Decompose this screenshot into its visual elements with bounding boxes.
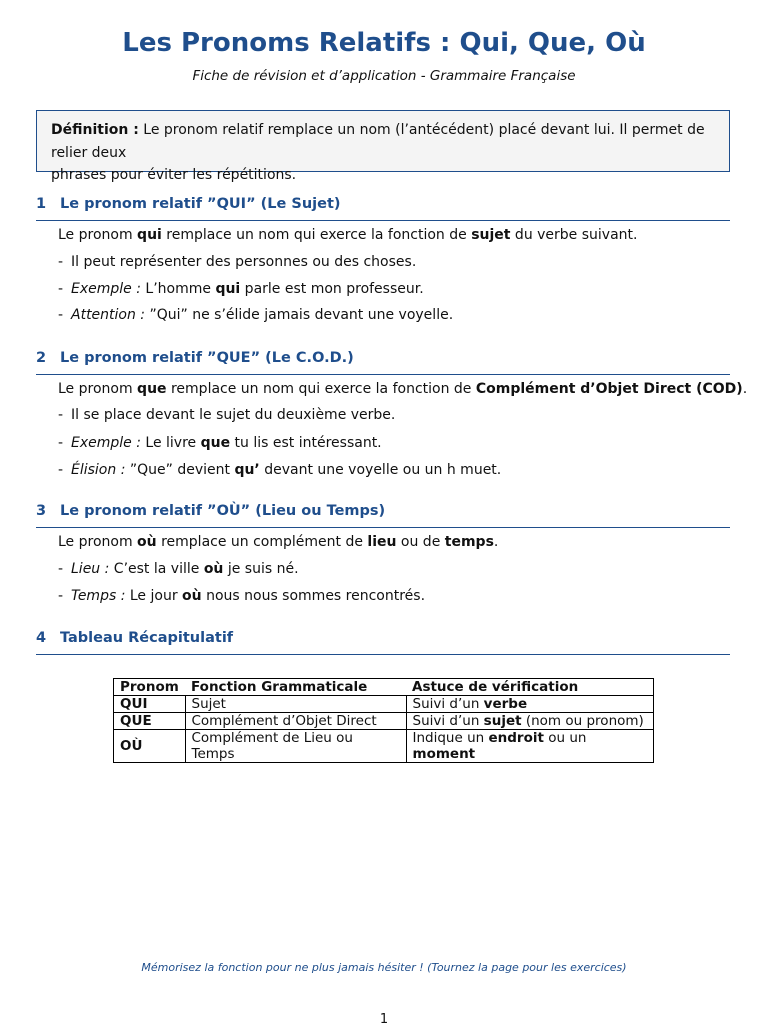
astuce-text: ou un	[543, 730, 587, 746]
table-row	[114, 730, 654, 763]
table-cell-pronom	[114, 730, 186, 763]
intro-text: .	[493, 534, 499, 550]
intro-text: Le pronom	[58, 227, 138, 243]
table-cell-fonction: Sujet	[185, 696, 406, 713]
section-title: Le pronom relatif ”QUI” (Le Sujet)	[60, 196, 341, 212]
list-dash: -	[58, 281, 64, 297]
intro-text: remplace un complément de	[156, 534, 368, 550]
section-title: Le pronom relatif ”OÙ” (Lieu ou Temps)	[60, 503, 386, 519]
list-item-text: C’est la ville	[109, 561, 204, 577]
table-row	[114, 696, 654, 713]
page-number: 1	[379, 1012, 389, 1027]
table-row	[114, 713, 654, 730]
intro-text: Le pronom	[58, 381, 138, 397]
intro-bold: que	[137, 381, 167, 397]
list-item-bold: que	[200, 435, 231, 451]
list-dash: -	[58, 407, 64, 423]
intro-text: .	[742, 381, 748, 397]
table-cell-astuce	[406, 696, 654, 713]
page-subtitle: Fiche de révision et d’application - Grammaire Française	[192, 68, 576, 84]
list-item-text: L’homme	[140, 281, 216, 297]
list-item-text: Le livre	[140, 435, 201, 451]
table-cell-fonction: Complément d’Objet Direct	[185, 713, 406, 730]
section-heading-que	[36, 350, 730, 375]
pronom-text: OÙ	[120, 738, 143, 754]
table-cell-fonction: Complément de Lieu ou Temps	[185, 730, 406, 763]
section-title: Le pronom relatif ”QUE” (Le C.O.D.)	[60, 350, 354, 366]
list-item-bold: où	[182, 588, 202, 604]
recap-table	[113, 678, 654, 763]
list-item-label: Élision :	[71, 462, 126, 478]
list-item-text: je suis né.	[223, 561, 299, 577]
intro-text: Le pronom	[58, 534, 138, 550]
astuce-text: Indique un	[412, 730, 489, 746]
list-item	[58, 588, 425, 604]
list-item-label: Lieu :	[71, 561, 110, 577]
section-intro-ou	[58, 534, 498, 550]
list-item-text: ”Qui” ne s’élide jamais devant une voyelle.	[145, 307, 454, 323]
list-item-label: Exemple :	[71, 281, 141, 297]
intro-text: du verbe suivant.	[510, 227, 638, 243]
list-item-text: Il se place devant le sujet du deuxième verbe.	[71, 407, 396, 423]
list-item-text: nous nous sommes rencontrés.	[201, 588, 426, 604]
intro-bold: où	[137, 534, 157, 550]
table-cell-astuce	[406, 713, 654, 730]
list-item-text: devant une voyelle ou un h muet.	[259, 462, 502, 478]
section-heading-tableau	[36, 630, 730, 655]
list-dash: -	[58, 462, 64, 478]
list-item	[58, 307, 453, 323]
list-item	[58, 407, 395, 423]
list-dash: -	[58, 307, 64, 323]
list-item-bold: qu’	[234, 462, 260, 478]
definition-text-line1: Le pronom relatif remplace un nom (l’antécédent) placé devant lui. Il permet de relier deux	[51, 122, 705, 161]
intro-text: remplace un nom qui exerce la fonction de	[166, 381, 476, 397]
list-item-text: Le jour	[125, 588, 183, 604]
section-number: 3	[36, 503, 47, 519]
section-title: Tableau Récapitulatif	[60, 630, 234, 646]
list-item-bold: où	[203, 561, 224, 577]
table-cell-astuce	[406, 730, 654, 763]
section-number: 4	[36, 630, 47, 646]
table-cell-pronom	[114, 696, 186, 713]
list-dash: -	[58, 588, 64, 604]
intro-text: remplace un nom qui exerce la fonction de	[161, 227, 472, 243]
astuce-bold: sujet	[483, 713, 522, 729]
list-item-label: Temps :	[71, 588, 126, 604]
table-header-cell: Astuce de vérification	[406, 679, 654, 696]
list-item	[58, 462, 501, 478]
section-number: 2	[36, 350, 47, 366]
astuce-bold: moment	[412, 746, 476, 762]
astuce-bold: endroit	[488, 730, 544, 746]
definition-box	[36, 110, 730, 183]
definition-text-line2: phrases pour éviter les répétitions.	[51, 167, 297, 183]
table-header-cell: Fonction Grammaticale	[185, 679, 406, 696]
section-heading-ou	[36, 503, 730, 528]
pronom-text: QUE	[120, 713, 152, 729]
table-header-cell: Pronom	[114, 679, 186, 696]
section-number: 1	[36, 196, 47, 212]
list-item	[58, 561, 299, 577]
intro-text: ou de	[396, 534, 445, 550]
list-item	[58, 435, 382, 451]
list-dash: -	[58, 561, 64, 577]
list-item-text: parle est mon professeur.	[240, 281, 424, 297]
astuce-text: Suivi d’un	[412, 713, 484, 729]
definition-label: Définition :	[51, 122, 139, 138]
intro-bold: temps	[444, 534, 494, 550]
list-dash: -	[58, 254, 64, 270]
list-item	[58, 281, 424, 297]
section-intro-que	[58, 381, 747, 397]
section-intro-qui	[58, 227, 637, 243]
list-item	[58, 254, 416, 270]
footer-note: Mémorisez la fonction pour ne plus jamais hésiter ! (Tournez la page pour les exercices)	[141, 961, 627, 974]
astuce-text: Suivi d’un	[412, 696, 484, 712]
table-cell-pronom	[114, 713, 186, 730]
list-item-bold: qui	[215, 281, 241, 297]
list-item-label: Attention :	[71, 307, 146, 323]
list-dash: -	[58, 435, 64, 451]
list-item-text: Il peut représenter des personnes ou des choses.	[71, 254, 417, 270]
pronom-text: QUI	[120, 696, 148, 712]
astuce-bold: verbe	[483, 696, 528, 712]
astuce-text: (nom ou pronom)	[521, 713, 644, 729]
section-heading-qui	[36, 196, 730, 221]
list-item-text: ”Que” devient	[125, 462, 235, 478]
page-title: Les Pronoms Relatifs : Qui, Que, Où	[122, 28, 646, 58]
intro-bold: sujet	[471, 227, 511, 243]
table-header-row	[114, 679, 654, 696]
list-item-text: tu lis est intéressant.	[230, 435, 382, 451]
intro-bold: Complément d’Objet Direct (COD)	[475, 381, 743, 397]
list-item-label: Exemple :	[71, 435, 141, 451]
intro-bold: lieu	[367, 534, 397, 550]
intro-bold: qui	[137, 227, 162, 243]
